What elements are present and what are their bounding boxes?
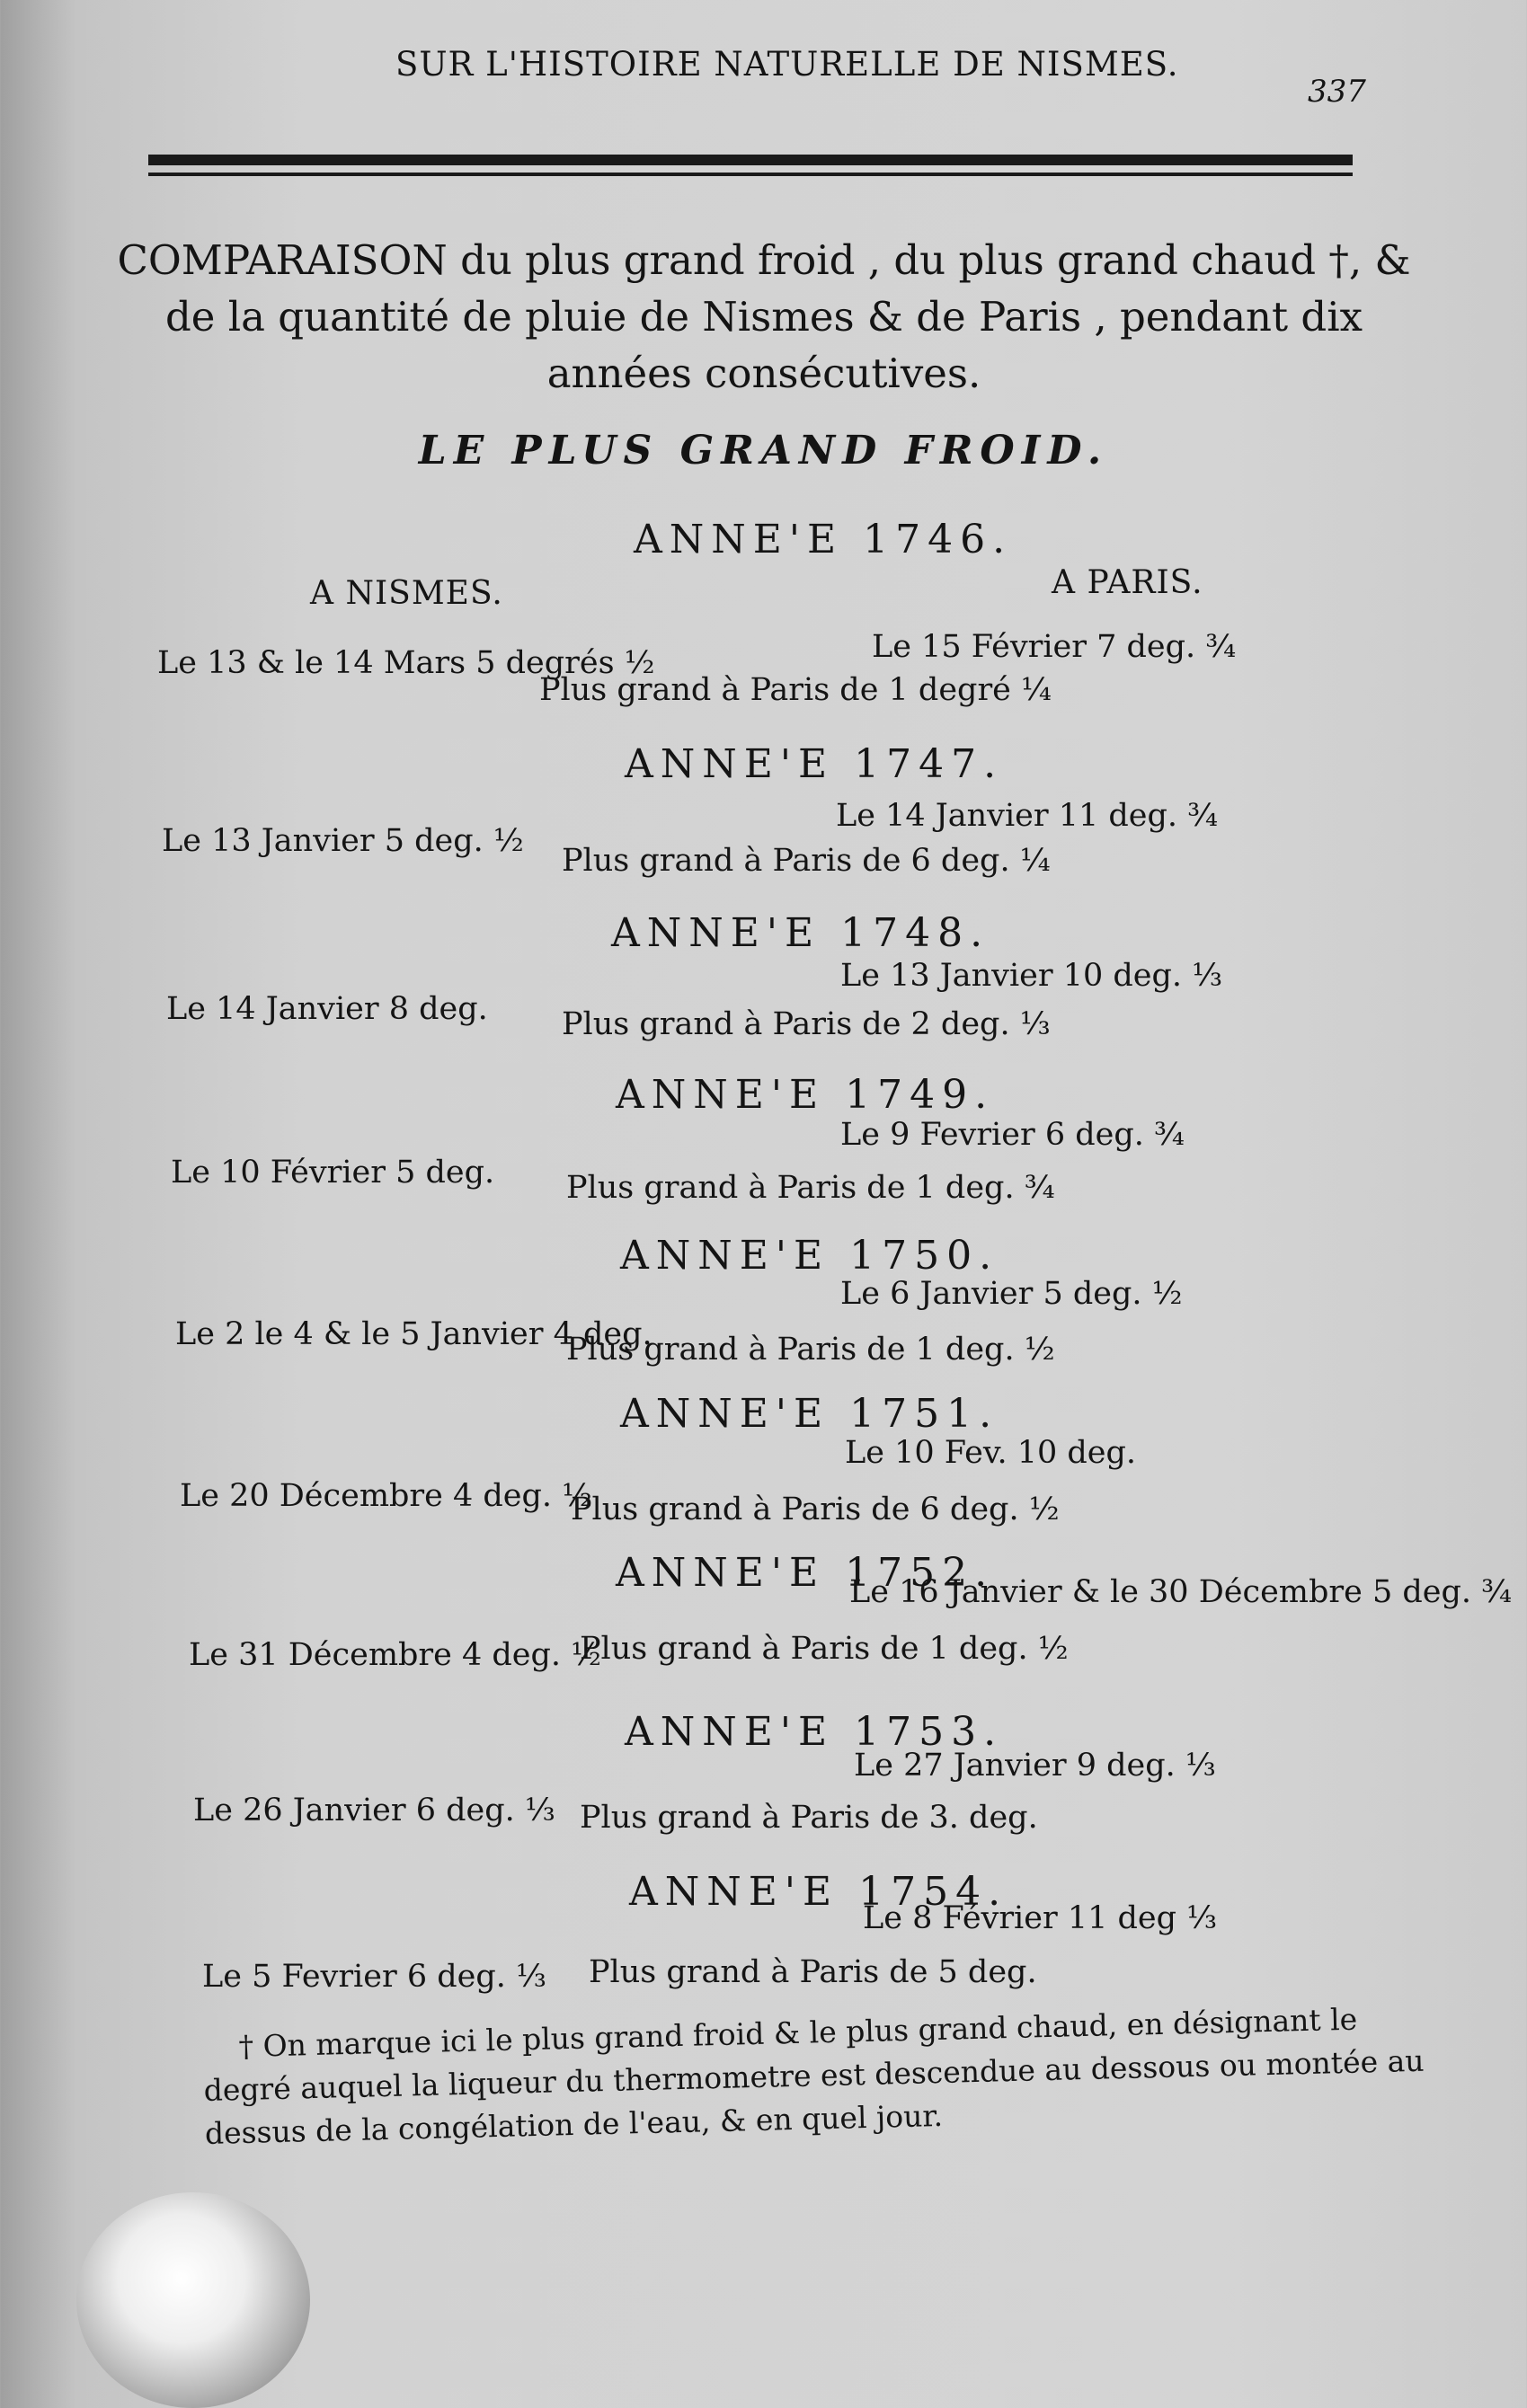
paris-entry: Le 16 Janvier & le 30 Décembre 5 deg. ¾	[849, 1574, 1513, 1610]
section-subtitle: LE PLUS GRAND FROID.	[418, 428, 1109, 474]
paris-entry: Le 14 Janvier 11 deg. ¾	[836, 798, 1219, 834]
nismes-entry: Le 2 le 4 & le 5 Janvier 4 deg.	[175, 1316, 653, 1352]
page-title: COMPARAISON du plus grand froid , du plus grand chaud †, & de la quantité de pluie de Nismes & de Paris , pendant dix années consécutives.	[117, 236, 1411, 397]
year-heading: ANNE'E 1751.	[620, 1391, 999, 1437]
year-heading: ANNE'E 1746.	[634, 517, 1013, 562]
difference-entry: Plus grand à Paris de 1 degré ¼	[539, 672, 1052, 708]
difference-entry: Plus grand à Paris de 1 deg. ½	[580, 1631, 1069, 1667]
paris-entry: Le 9 Fevrier 6 deg. ¾	[840, 1117, 1185, 1153]
nismes-entry: Le 14 Janvier 8 deg.	[166, 991, 488, 1027]
column-header-paris: A PARIS.	[1052, 564, 1203, 601]
year-heading: ANNE'E 1754.	[629, 1869, 1008, 1915]
paris-entry: Le 13 Janvier 10 deg. ⅓	[840, 958, 1223, 994]
difference-entry: Plus grand à Paris de 3. deg.	[580, 1800, 1038, 1836]
nismes-entry: Le 5 Fevrier 6 deg. ⅓	[202, 1959, 546, 1995]
difference-entry: Plus grand à Paris de 1 deg. ¾	[566, 1170, 1055, 1206]
year-heading: ANNE'E 1747.	[625, 741, 1004, 787]
nismes-entry: Le 31 Décembre 4 deg. ½	[189, 1637, 602, 1673]
nismes-entry: Le 13 & le 14 Mars 5 degrés ½	[157, 645, 655, 681]
paris-entry: Le 8 Février 11 deg ⅓	[863, 1900, 1218, 1936]
year-heading: ANNE'E 1748.	[611, 910, 990, 956]
footnote: † On marque ici le plus grand froid & le plus grand chaud, en désignant le degré auquel la liqueur du thermometre est descendue au dessous ou montée au dessus de la congélation de l'eau, & en quel jour.	[203, 2001, 1425, 2151]
top-rule-thick	[148, 155, 1353, 165]
paris-entry: Le 10 Fev. 10 deg.	[845, 1435, 1137, 1471]
difference-entry: Plus grand à Paris de 5 deg.	[589, 1954, 1037, 1990]
page-number: 337	[1308, 74, 1366, 110]
difference-entry: Plus grand à Paris de 6 deg. ½	[571, 1492, 1060, 1527]
year-heading: ANNE'E 1749.	[616, 1072, 995, 1118]
year-heading: ANNE'E 1752.	[616, 1550, 995, 1596]
paris-entry: Le 27 Janvier 9 deg. ⅓	[854, 1748, 1216, 1784]
running-title: SUR L'HISTOIRE NATURELLE DE NISMES.	[395, 45, 1179, 84]
difference-entry: Plus grand à Paris de 1 deg. ½	[566, 1332, 1055, 1368]
difference-entry: Plus grand à Paris de 6 deg. ¼	[562, 843, 1051, 879]
nismes-entry: Le 13 Janvier 5 deg. ½	[162, 823, 524, 859]
year-heading: ANNE'E 1753.	[625, 1709, 1004, 1755]
nismes-entry: Le 10 Février 5 deg.	[171, 1155, 495, 1191]
paris-entry: Le 6 Janvier 5 deg. ½	[840, 1276, 1183, 1312]
year-heading: ANNE'E 1750.	[620, 1233, 999, 1279]
top-rule-thin	[148, 173, 1353, 176]
paris-entry: Le 15 Février 7 deg. ¾	[872, 629, 1237, 665]
nismes-entry: Le 20 Décembre 4 deg. ½	[180, 1478, 593, 1514]
column-header-nismes: A NISMES.	[310, 575, 503, 612]
thumb-shadow	[76, 2192, 310, 2408]
nismes-entry: Le 26 Janvier 6 deg. ⅓	[193, 1793, 555, 1828]
difference-entry: Plus grand à Paris de 2 deg. ⅓	[562, 1006, 1051, 1042]
